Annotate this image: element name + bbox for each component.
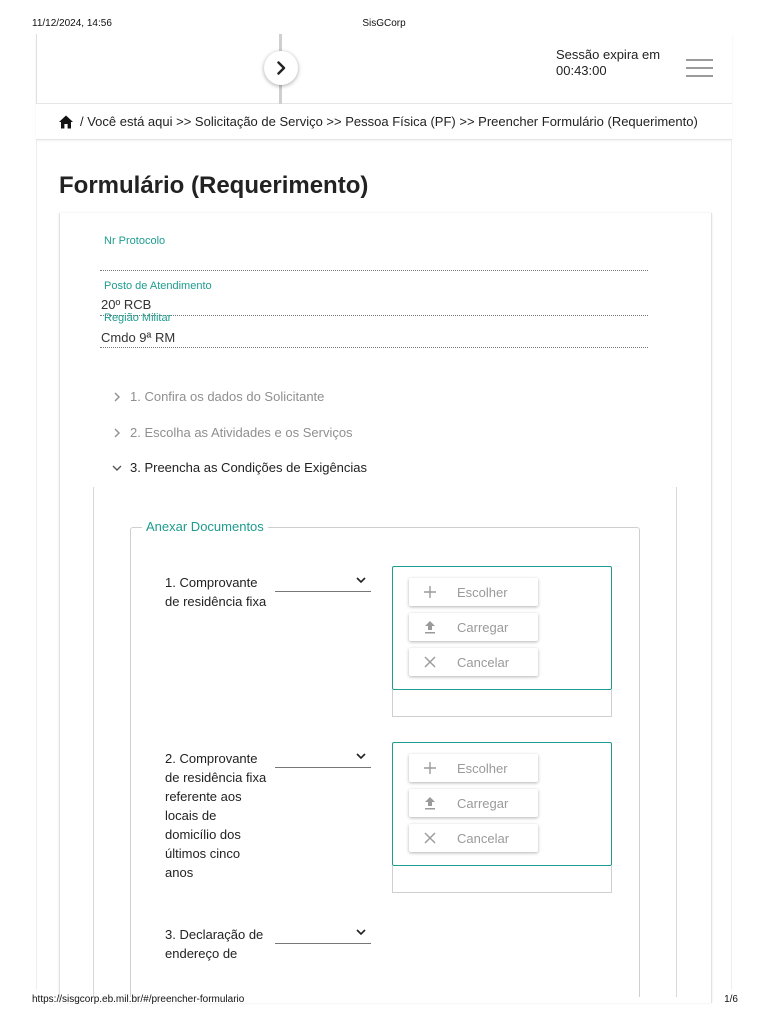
hamburger-menu-icon[interactable] (686, 59, 713, 77)
cancel-label: Cancelar (457, 830, 510, 846)
step-3-header[interactable] (110, 460, 367, 475)
breadcrumb (36, 104, 732, 140)
print-url: https://sisgcorp.eb.mil.br/#/preencher-formulario (32, 994, 245, 1005)
document-1-upload-button[interactable] (409, 613, 538, 641)
posto-label: Posto de Atendimento (104, 280, 212, 292)
document-2-label: 2. Comprovante de residência fixa referente aos locais de domicílio dos últimos cinco anos (165, 751, 267, 880)
upload-icon (423, 796, 437, 810)
session-timer (556, 47, 676, 79)
plus-icon (423, 585, 437, 599)
document-2-select[interactable] (275, 748, 371, 768)
step-1-header[interactable] (110, 389, 324, 404)
step-3-label: 3. Preencha as Condições de Exigências (130, 460, 368, 475)
document-1-upload-status (392, 690, 612, 717)
cancel-label: Cancelar (457, 654, 510, 670)
document-2-upload-button[interactable] (409, 789, 538, 817)
regiao-field[interactable] (100, 347, 648, 348)
sidebar-toggle-button[interactable] (264, 51, 298, 85)
home-icon[interactable] (58, 114, 74, 130)
upload-icon (423, 620, 437, 634)
document-1-select[interactable] (275, 572, 371, 592)
step-2-header[interactable] (110, 425, 353, 440)
top-bar (36, 34, 732, 104)
regiao-label: Região Militar (104, 312, 172, 324)
document-2-choose-button[interactable] (409, 754, 538, 782)
session-label: Sessão expira em (556, 47, 661, 62)
session-time: 00:43:00 (556, 63, 607, 78)
close-icon (423, 831, 437, 845)
regiao-value: Cmdo 9ª RM (101, 330, 176, 345)
protocolo-field[interactable] (100, 270, 648, 271)
document-2-cancel-button[interactable] (409, 824, 538, 852)
upload-label: Carregar (457, 619, 509, 635)
breadcrumb-path: / Você está aqui >> Solicitação de Serviço >> Pessoa Física (PF) >> Preencher Formulário (Requerimento) (80, 114, 698, 129)
print-footer (0, 994, 768, 1008)
document-1-label: 1. Comprovante de residência fixa (165, 575, 267, 609)
document-1-choose-button[interactable] (409, 578, 538, 606)
document-1-cancel-button[interactable] (409, 648, 538, 676)
step-1-label: 1. Confira os dados do Solicitante (130, 389, 325, 404)
close-icon (423, 655, 437, 669)
chevron-right-icon (110, 426, 124, 440)
upload-label: Carregar (457, 795, 509, 811)
posto-field[interactable] (100, 315, 648, 316)
chevron-down-icon (355, 926, 367, 938)
attachments-legend: Anexar Documentos (142, 519, 268, 534)
chevron-right-icon (110, 390, 124, 404)
protocolo-label: Nr Protocolo (104, 235, 166, 247)
plus-icon (423, 761, 437, 775)
chevron-down-icon (110, 461, 124, 475)
choose-label: Escolher (457, 760, 508, 776)
print-site-title: SisGCorp (362, 18, 406, 29)
print-header (0, 18, 768, 32)
chevron-right-icon (274, 61, 288, 75)
chevron-down-icon (355, 574, 367, 586)
document-2-upload-status (392, 866, 612, 893)
sidebar-edge (36, 34, 37, 104)
print-page-number: 1/6 (724, 994, 738, 1005)
document-3-label: 3. Declaração de endereço de (165, 927, 264, 961)
page-title: Formulário (Requerimento) (59, 172, 369, 199)
document-3-select[interactable] (275, 924, 371, 944)
posto-value: 20º RCB (101, 297, 152, 312)
print-datetime: 11/12/2024, 14:56 (32, 18, 112, 29)
chevron-down-icon (355, 750, 367, 762)
choose-label: Escolher (457, 584, 508, 600)
step-2-label: 2. Escolha as Atividades e os Serviços (130, 425, 353, 440)
